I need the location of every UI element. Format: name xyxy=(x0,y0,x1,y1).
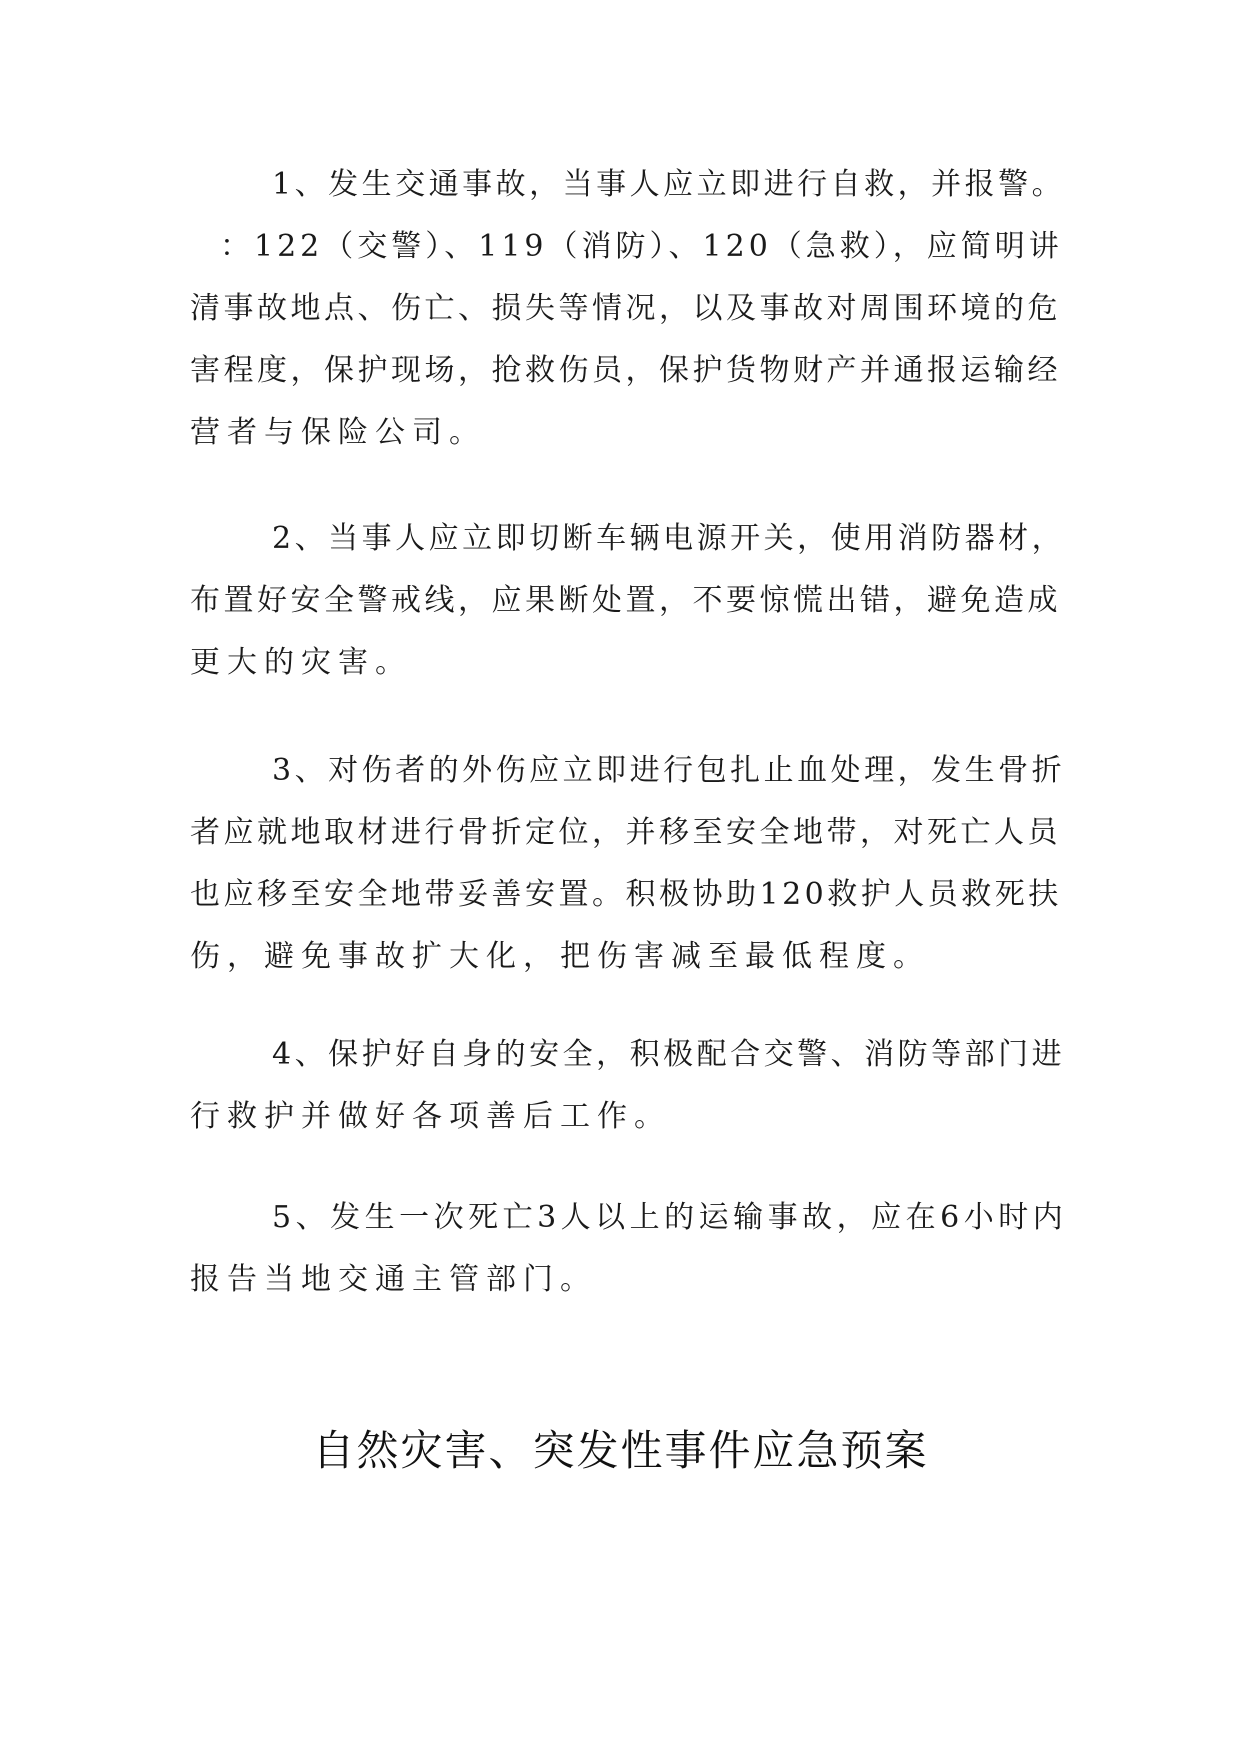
paragraph-line: 行救护并做好各项善后工作。 xyxy=(190,1099,671,1134)
paragraph-line: 者应就地取材进行骨折定位，并移至安全地带，对死亡人员 xyxy=(190,815,1061,850)
section-heading: 自然灾害、突发性事件应急预案 xyxy=(312,1426,929,1475)
paragraph-line: 更大的灾害。 xyxy=(190,645,412,680)
paragraph-line: 也应移至安全地带妥善安置。积极协助120救护人员救死扶 xyxy=(190,877,1062,912)
paragraph-4 xyxy=(190,1024,1066,1148)
paragraph-line: ：122（交警）、119（消防）、120（急救），应简明讲 xyxy=(220,229,1063,264)
paragraph-line: 清事故地点、伤亡、损失等情况，以及事故对周围环境的危 xyxy=(190,291,1061,326)
paragraph-line: 3、对伤者的外伤应立即进行包扎止血处理，发生骨折 xyxy=(272,753,1066,788)
paragraph-line: 5、发生一次死亡3人以上的运输事故，应在6小时内 xyxy=(272,1200,1068,1235)
paragraph-3 xyxy=(190,740,1066,988)
paragraph-line: 2、当事人应立即切断车辆电源开关，使用消防器材， xyxy=(272,521,1066,556)
paragraph-line: 害程度，保护现场，抢救伤员，保护货物财产并通报运输经 xyxy=(190,353,1061,388)
paragraph-line: 营者与保险公司。 xyxy=(190,415,486,450)
paragraph-line: 伤，避免事故扩大化，把伤害减至最低程度。 xyxy=(190,939,930,974)
paragraph-5 xyxy=(190,1187,1068,1311)
paragraph-line: 1、发生交通事故，当事人应立即进行自救，并报警。 xyxy=(272,167,1066,202)
paragraph-2 xyxy=(190,508,1066,694)
paragraph-line: 报告当地交通主管部门。 xyxy=(190,1262,597,1297)
paragraph-1 xyxy=(190,154,1066,464)
paragraph-line: 4、保护好自身的安全，积极配合交警、消防等部门进 xyxy=(272,1037,1066,1072)
paragraph-line: 布置好安全警戒线，应果断处置，不要惊慌出错，避免造成 xyxy=(190,583,1061,618)
